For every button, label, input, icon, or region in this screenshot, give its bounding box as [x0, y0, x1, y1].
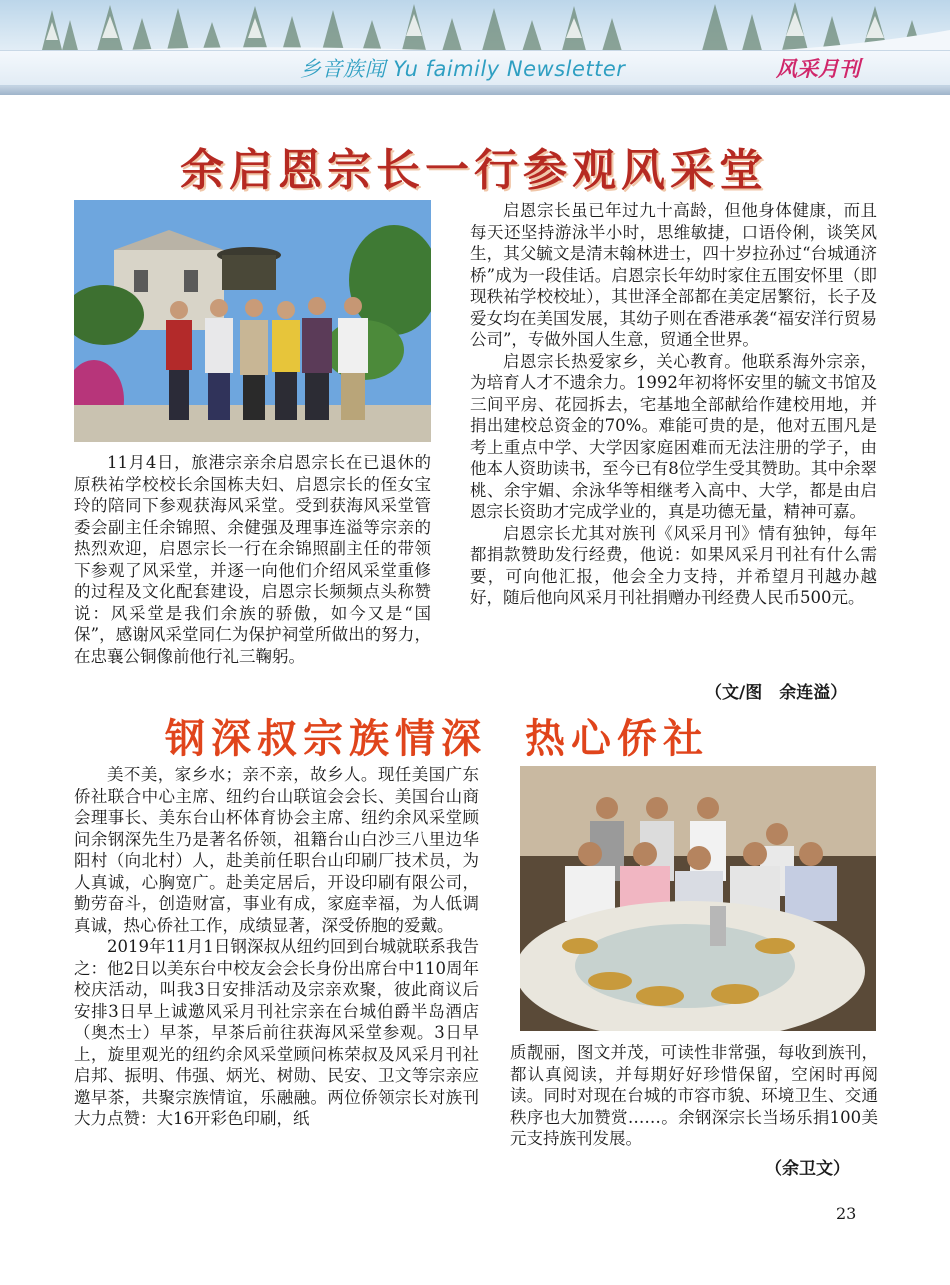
- newsletter-title: 乡音族闻 Yu faimily Newsletter: [300, 57, 626, 81]
- article2-paragraph: 美不美，家乡水；亲不亲，故乡人。现任美国广东侨社联合中心主席、纽约台山联谊会会长、美国台山商会理事长、美东台山杯体育协会主席、纽约余风采堂顾问余钢深先生乃是著名侨领，祖籍台山白沙三八里边华阳村（向北村）人，赴美前任职台山印刷厂技术员，为人真诚，心胸宽广。赴美定居后，开设印刷有限公司，勤劳奋斗，创造财富，事业有成，家庭幸福，为人低调真诚，热心侨社工作，成绩显著，深受侨胞的爱戴。: [74, 765, 479, 935]
- article1-paragraph: 启恩宗长热爱家乡，关心教育。他联系海外宗亲，为培育人才不遗余力。1992年初将怀安里的毓文书馆及三间平房、花园拆去，宅基地全部献给作建校用地，并捐出建校总资金的70%。难能可贵的是，他对五围凡是考上重点中学、大学因家庭困难而无法注册的学子，由他本人资助读书，至今已有8位学生受其赞助。其中余翠桃、余宇媚、余泳华等相继考入高中、大学，都是由启恩宗长资助才完成学业的，真是功德无量，精神可嘉。: [470, 351, 877, 521]
- article2-photo: [520, 766, 876, 1031]
- article1-right-column: [470, 200, 877, 609]
- article2-headline-part1: 钢深叔宗族情深: [165, 716, 487, 762]
- article2-right-column: [510, 1042, 878, 1150]
- article2-headline: [165, 707, 709, 764]
- article2-paragraph: 质靓丽，图文并茂，可读性非常强，每收到族刊，都认真阅读，并每期好好珍惜保留，空闲时再阅读。同时对现在台城的市容市貌、环境卫生、交通秩序也大加赞赏……。余钢深宗长当场乐捐100美元支持族刊发展。: [510, 1043, 878, 1148]
- banquet-photo-illustration: [520, 766, 876, 1031]
- page-number: 23: [836, 1204, 857, 1223]
- magazine-name: 风采月刊: [776, 56, 860, 81]
- article2-headline-part2: 热心侨社: [525, 716, 709, 762]
- article1-left-column: [74, 452, 431, 667]
- article2-credit: （余卫文）: [765, 1159, 850, 1179]
- article1-credit: （文/图 余连溢）: [705, 683, 848, 703]
- article1-paragraph: 启恩宗长尤其对族刊《风采月刊》情有独钟，每年都捐款赞助发行经费，他说：如果风采月刊社有什么需要，可向他汇报，他会全力支持，并希望月刊越办越好，随后他向风采月刊社捐赠办刊经费人民币500元。: [470, 523, 877, 607]
- group-photo-illustration: [74, 200, 431, 442]
- article1-photo: [74, 200, 431, 442]
- article2-left-column: [74, 764, 479, 1130]
- article1-paragraph: 11月4日，旅港宗亲余启恩宗长在已退休的原秩祐学校校长余国栋夫妇、启恩宗长的侄女宝玲的陪同下参观获海风采堂。受到获海风采堂管委会副主任余锦照、余健强及理事连溢等宗亲的热烈欢迎，启恩宗长一行在余锦照副主任的带领下参观了风采堂，并逐一向他们介绍风采堂重修的过程及文化配套建设，启恩宗长频频点头称赞说：风采堂是我们余族的骄傲，如今又是“国保”，感谢风采堂同仁为保护祠堂所做出的努力，在忠襄公铜像前他行礼三鞠躬。: [74, 453, 431, 666]
- article2-paragraph: 2019年11月1日钢深叔从纽约回到台城就联系我告之：他2日以美东台中校友会会长身份出席台中110周年校庆活动，叫我3日安排活动及宗亲欢聚，彼此商议后安排3日早上诚邀风采月刊社宗亲在台城伯爵半岛酒店（奥杰士）早茶，早茶后前往获海风采堂参观。3日早上，旋里观光的纽约余风采堂顾问栋荣叔及风采月刊社启邦、振明、伟强、炳光、树勋、民安、卫文等宗亲应邀早茶，共聚宗族情谊，乐融融。两位侨领宗长对族刊大力点赞：大16开彩色印刷，纸: [74, 937, 479, 1128]
- article1-headline: 余启恩宗长一行参观风采堂: [180, 145, 768, 196]
- article1-paragraph: 启恩宗长虽已年过九十高龄，但他身体健康，而且每天还坚持游泳半小时，思维敏捷，口语伶俐，谈笑风生，其父毓文是清末翰林进士，四十岁拉孙过“台城通济桥”成为一段佳话。启恩宗长年幼时家住五围安怀里（即现秩祐学校校址），其世泽全部都在美定居繁衍，长子及爱女均在美国发展，其幼子则在香港承袭“福安洋行贸易公司”，专做外国人生意，贸通全世界。: [470, 201, 877, 349]
